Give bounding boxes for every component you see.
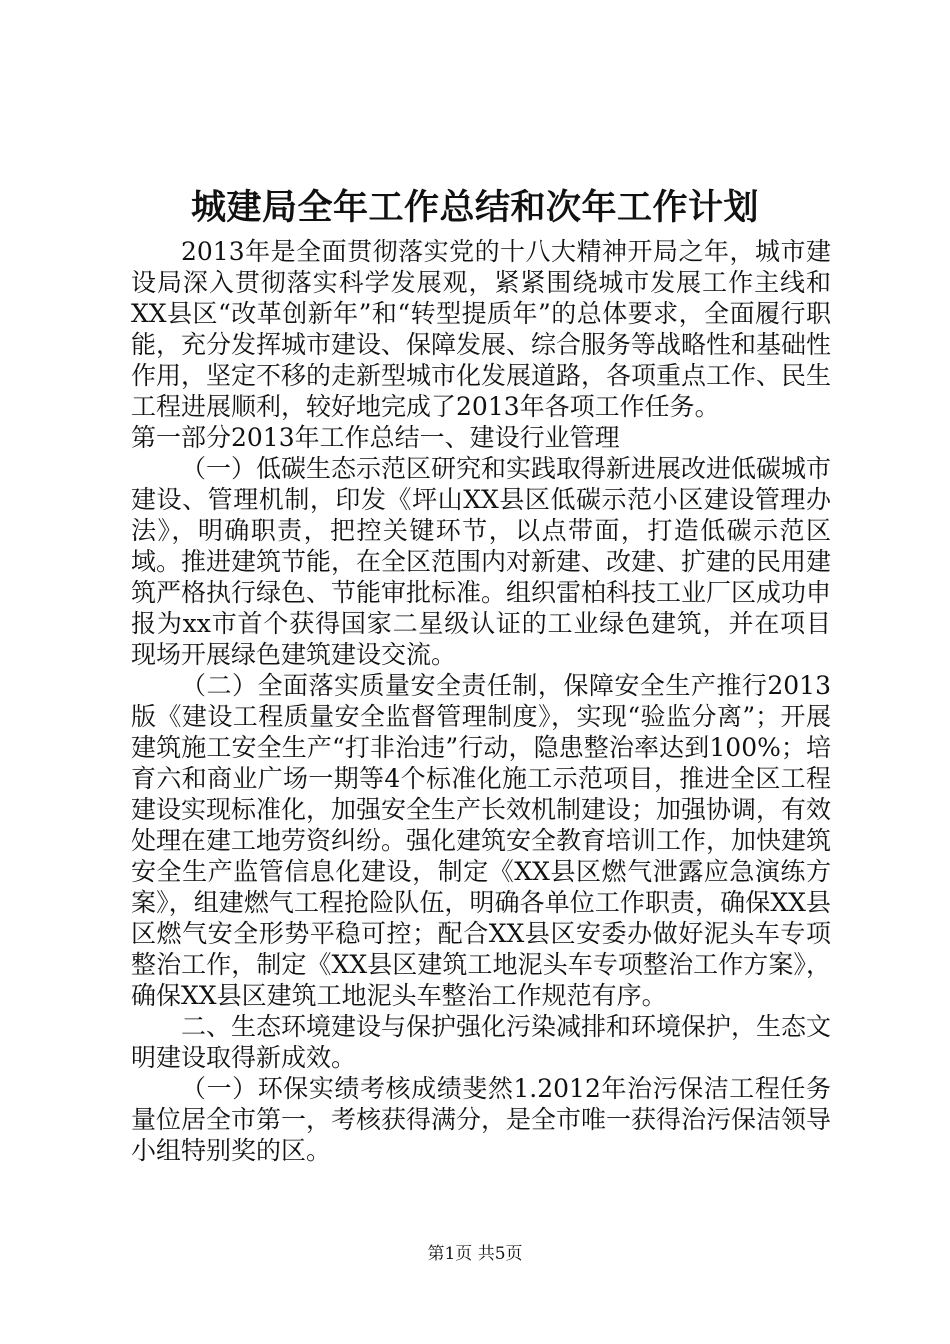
document-title: 城建局全年工作总结和次年工作计划 xyxy=(190,187,759,228)
paragraph-ecology-heading: 二、生态环境建设与保护强化污染减排和环境保护，生态文明建设取得新成效。 xyxy=(131,1012,832,1072)
paragraph-environmental-assessment: （一）环保实绩考核成绩斐然1.2012年治污保洁工程任务量位居全市第一，考核获得满分，是全市唯一获得治污保洁领导小组特别奖的区。 xyxy=(131,1074,832,1165)
paragraph-part-one-heading: 第一部分2013年工作总结一、建设行业管理 xyxy=(131,423,620,452)
paragraph-intro: 2013年是全面贯彻落实党的十八大精神开局之年，城市建设局深入贯彻落实科学发展观，紧紧围绕城市发展工作主线和XX县区“改革创新年”和“转型提质年”的总体要求，全面履行职能，充分发挥城市建设、保障发展、综合服务等战略性和基础性作用，坚定不移的走新型城市化发展道路，各项重点工作、民生工程进展顺利，较好地完成了2013年各项工作任务。 xyxy=(131,237,832,421)
paragraph-low-carbon: （一）低碳生态示范区研究和实践取得新进展改进低碳城市建设、管理机制，印发《坪山XX县区低碳示范小区建设管理办法》，明确职责，把控关键环节，以点带面，打造低碳示范区域。推进建筑节能，在全区范围内对新建、改建、扩建的民用建筑严格执行绿色、节能审批标准。组织雷柏科技工业厂区成功申报为xx市首个获得国家二星级认证的工业绿色建筑，并在项目现场开展绿色建筑建设交流。 xyxy=(131,454,832,669)
paragraph-quality-safety: （二）全面落实质量安全责任制，保障安全生产推行2013版《建设工程质量安全监督管理制度》，实现“验监分离”；开展建筑施工安全生产“打非治违”行动，隐患整治率达到100%；培育六和商业广场一期等4个标准化施工示范项目，推进全区工程建设实现标准化，加强安全生产长效机制建设；加强协调，有效处理在建工地劳资纠纷。强化建筑安全教育培训工作，加快建筑安全生产监管信息化建设，制定《XX县区燃气泄露应急演练方案》，组建燃气工程抢险队伍，明确各单位工作职责，确保XX县区燃气安全形势平稳可控；配合XX县区安委办做好泥头车专项整治工作，制定《XX县区建筑工地泥头车专项整治工作方案》，确保XX县区建筑工地泥头车整治工作规范有序。 xyxy=(131,671,832,1010)
page-footer: 第1页 共5页 xyxy=(427,1244,523,1264)
document-body xyxy=(131,236,831,1166)
